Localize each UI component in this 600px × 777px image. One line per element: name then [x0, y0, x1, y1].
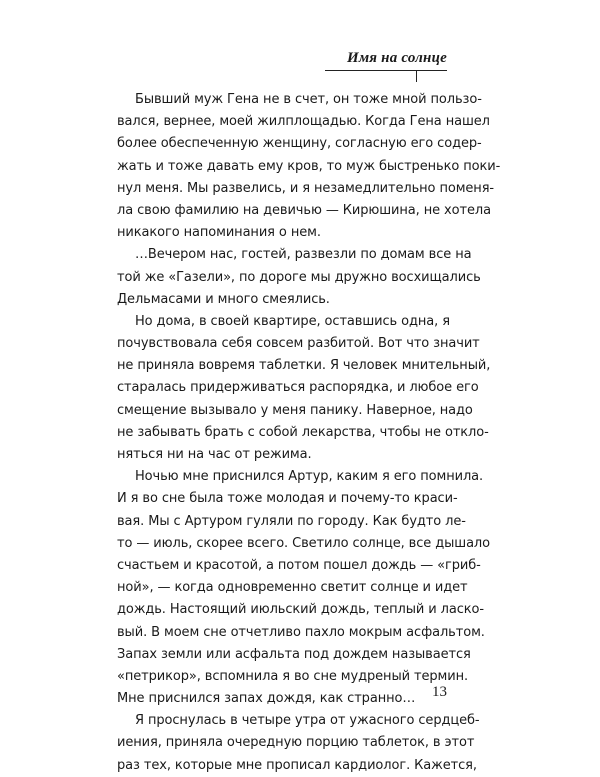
text-line: няться ни на час от режима.	[117, 447, 312, 462]
running-head-rule	[325, 70, 447, 71]
text-line: дождь. Настоящий июльский дождь, теплый и ласко-	[117, 602, 484, 618]
text-line: старалась придерживаться распорядка, и любое его	[117, 380, 479, 396]
text-line: Дельмасами и много смеялись.	[117, 291, 330, 307]
text-line: не приняла вовремя таблетки. Я человек мнительный,	[117, 358, 491, 374]
text-line: Я проснулась в четыре утра от ужасного сердцеб-	[135, 713, 480, 729]
text-line: жать и тоже давать ему кров, то муж быстренько поки-	[117, 158, 501, 174]
text-line: «петрикор», вспомнила я во сне мудреный термин.	[117, 668, 468, 684]
text-line: ла свою фамилию на девичью — Кирюшина, не хотела	[117, 202, 491, 218]
text-line: вая. Мы с Артуром гуляли по городу. Как будто ле-	[117, 513, 466, 529]
body-text	[117, 89, 501, 777]
text-line: И я во сне была тоже молодая и почему-то краси-	[117, 491, 458, 507]
text-line: …Вечером нас, гостей, развезли по домам все на	[135, 247, 472, 263]
running-head	[325, 49, 447, 82]
text-line: более обеспеченную женщину, согласную его содер-	[117, 136, 482, 152]
text-line: Запах земли или асфальта под дождем называется	[117, 646, 471, 662]
text-line: Бывший муж Гена не в счет, он тоже мной пользо-	[135, 92, 482, 107]
paragraph-1	[117, 89, 501, 244]
paragraph-3	[117, 311, 491, 466]
text-line: не забывать брать с собой лекарства, чтобы не откло-	[117, 424, 489, 440]
text-line: то — июль, скорее всего. Светило солнце, все дышало	[117, 535, 490, 551]
text-line: ной», — когда одновременно светит солнце и идет	[117, 580, 468, 596]
text-line: вый. В моем сне отчетливо пахло мокрым асфальтом.	[117, 624, 485, 640]
text-line: счастьем и красотой, а потом пошел дождь — «гриб-	[117, 557, 481, 573]
running-head-tick	[416, 70, 417, 82]
running-head-title: Имя на солнце	[346, 50, 447, 66]
text-line: Но дома, в своей квартире, оставшись одна, я	[135, 313, 450, 329]
text-line: той же «Газели», по дороге мы дружно восхищались	[117, 269, 481, 285]
text-line: смещение вызывало у меня панику. Наверное, надо	[117, 402, 473, 418]
paragraph-4	[117, 466, 490, 710]
page-number: 13	[432, 684, 447, 700]
text-line: вался, вернее, моей жилплощадью. Когда Гена нашел	[117, 114, 490, 130]
text-line: Ночью мне приснился Артур, каким я его помнила.	[135, 469, 484, 485]
text-line: никакого напоминания о нем.	[117, 225, 321, 241]
text-line: раз тех, которые мне прописал кардиолог. Кажется,	[117, 757, 477, 773]
paragraph-2	[117, 244, 481, 311]
text-line: иения, приняла очередную порцию таблеток, в этот	[117, 735, 475, 751]
paragraph-5	[117, 710, 480, 777]
text-line: Мне приснился запах дождя, как странно…	[117, 691, 416, 707]
text-line: почувствовала себя совсем разбитой. Вот что значит	[117, 336, 480, 352]
text-line: нул меня. Мы развелись, и я незамедлительно поменя-	[117, 180, 495, 196]
